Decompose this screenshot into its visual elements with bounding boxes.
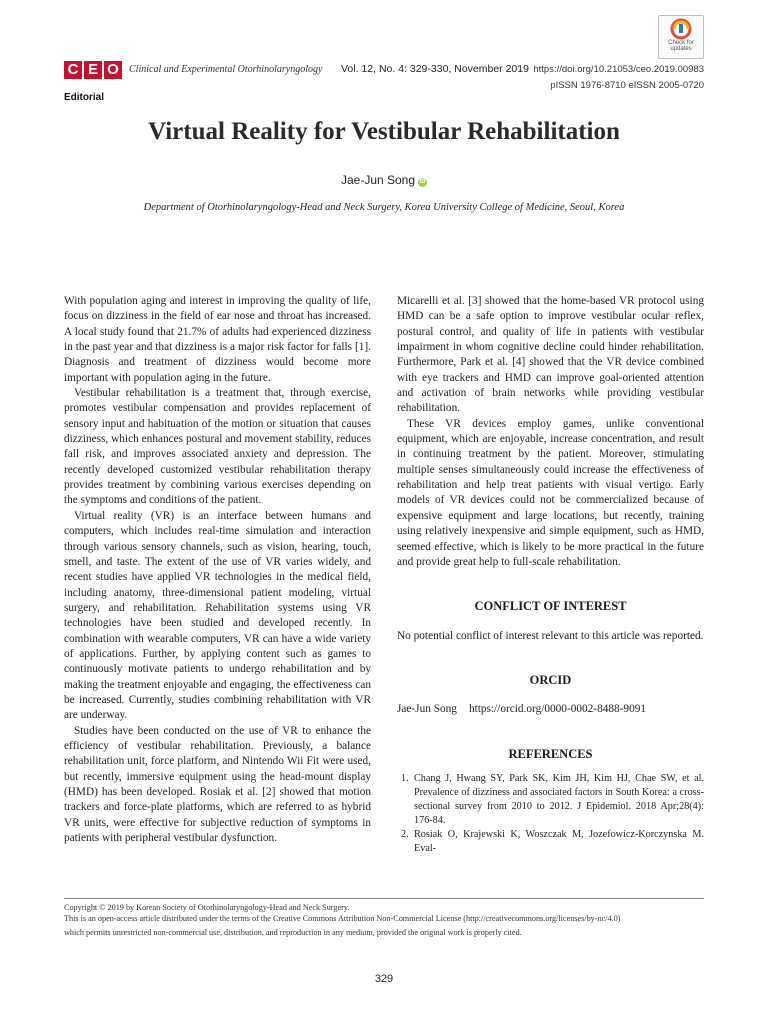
body-paragraph: With population aging and interest in improving the quality of life, focus on dizziness in the field of ear nose and throat has increased. A local study found that 21.7% of adults had experienced dizziness in the past year and that dizziness is a major risk factor for falls [1]. Diagnosis and treatment of dizziness would become more important with population aging in the future. [64,295,371,384]
reference-text: Rosiak O, Krajewski K, Woszczak M, Jozefowicz-Korczynska M. Eval- [414,828,704,854]
body-column-left [64,294,371,846]
orcid-heading: ORCID [529,672,572,687]
copyright-notice: Copyright © 2019 by Korean Society of Otorhinolaryngology-Head and Neck Surgery. [64,903,350,912]
body-column-right [397,294,704,856]
author-name: Jae-Jun Song [340,173,416,187]
references-heading: REFERENCES [508,746,593,761]
conflict-of-interest-heading: CONFLICT OF INTEREST [474,599,627,614]
author-line [0,173,768,187]
footer-divider [64,898,704,899]
logo-letter-e: E [84,61,102,79]
body-paragraph: Virtual reality (VR) is an interface between humans and computers, which includes real-time simulation and interaction through various sensory channels, such as vision, hearing, touch, smell, and taste. The extent of the use of VR varies widely, and recent studies have applied VR technologies in the medical field, including anatomy, three-dimensional patient modeling, virtual surgery, and rehabilitation. Rehabilitation systems using VR technologies have been studied and developed recently. In combination with wearable computers, VR can have a wide variety of applications. Further, by applying content such as games to continuously motivate patients to undergo rehabilitation and by making the treatment enjoyable and engaging, the effectiveness can be increased. Currently, studies combining rehabilitation with VR are underway. [64,509,371,722]
issn-info: pISSN 1976-8710 eISSN 2005-0720 [550,80,704,91]
conflict-of-interest-text: No potential conflict of interest relevant to this article was reported. [397,629,704,642]
orcid-icon[interactable]: iD [419,179,426,185]
doi-link[interactable]: https://doi.org/10.21053/ceo.2019.00983 [533,64,704,75]
reference-list [397,772,704,856]
crossmark-icon [670,18,692,40]
license-notice: This is an open-access article distributed under the terms of the Creative Commons Attribution Non-Commercial License (http://creativecommons.org/licenses/by-nc/4.0) [64,914,621,923]
body-paragraph: Vestibular rehabilitation is a treatment that, through exercise, promotes vestibular compensation and provides replacement of sensory input and habituation of the motion or situation that causes dizziness, which enhances postural and movement stability, reduces fall risk, and improves associated anxiety and depression. The recently developed customized vestibular rehabilitation therapy provides treatment by combining various exercises depending on the symptoms and conditions of the patient. [64,387,371,507]
body-paragraph: Micarelli et al. [3] showed that the home-based VR protocol using HMD can be a safe option to improve vestibular ocular reflex, postural control, and quality of life in patients with vestibular impairment in whom cognitive decline could hinder rehabilitation. Furthermore, Park et al. [4] showed that the VR device combined with eye trackers and HMD can improve goal-oriented attention and activation of brain networks while providing vestibular rehabilitation. [397,295,704,415]
reference-text: Chang J, Hwang SY, Park SK, Kim JH, Kim HJ, Chae SW, et al. Prevalence of dizziness and associated factors in South Korea: a cross-sectional survey from 2010 to 2012. J Epidemiol. 2018 Apr;28(4): 176-84. [414,772,704,826]
crossmark-line2: updates [670,46,692,52]
reference-number: 2. [401,828,409,840]
author-affiliation: Department of Otorhinolaryngology-Head and Neck Surgery, Korea University College of Medicine, Seoul, Korea [143,202,625,213]
reference-item [397,772,704,828]
crossmark-line1: Check for [668,40,694,46]
logo-letter-o: O [104,61,122,79]
logo-letter-c: C [64,61,82,79]
orcid-entry [397,702,704,717]
article-title: Virtual Reality for Vestibular Rehabilitation [148,118,620,145]
page-number: 329 [374,973,394,985]
volume-info: Vol. 12, No. 4: 329-330, November 2019 [341,63,529,75]
reference-item [397,828,704,856]
body-paragraph: Studies have been conducted on the use of VR to enhance the efficiency of vestibular rehabilitation. Previously, a balance rehabilitation unit, force platform, and Nintendo Wii Fit were used, but recently, immersive equipment using the head-mount display (HMD) has been developed. Rosiak et al. [2] showed that motion trackers and force-plate platforms, which are referred to as hybrid VR units, were effective for subjective reduction of symptoms in patients with peripheral vestibular dysfunction. [64,724,371,845]
check-for-updates-badge[interactable] [658,15,704,59]
orcid-link[interactable]: https://orcid.org/0000-0002-8488-9091 [468,703,647,716]
journal-logo [64,61,122,79]
article-section: Editorial [64,92,105,103]
orcid-author-name: Jae-Jun Song [397,703,457,716]
body-paragraph: These VR devices employ games, unlike conventional equipment, which are enjoyable, increase concentration, and result in continuing treatment by the patient. Moreover, stimulating multiple senses simultaneously could increase the effectiveness of rehabilitation and help treat patients with visual vertigo. Early models of VR devices could not be commercialized because of expensive equipment and large locations, but recently, training using relatively inexpensive and simple equipment, such as HMD, seemed effective, which is likely to be more practical in the future and provide great help to full-scale rehabilitation. [397,417,704,568]
reference-number: 1. [401,772,409,784]
journal-name: Clinical and Experimental Otorhinolaryngology [129,64,323,75]
license-notice-continued: which permits unrestricted non-commercial use, distribution, and reproduction in any medium, provided the original work is properly cited. [64,928,522,937]
